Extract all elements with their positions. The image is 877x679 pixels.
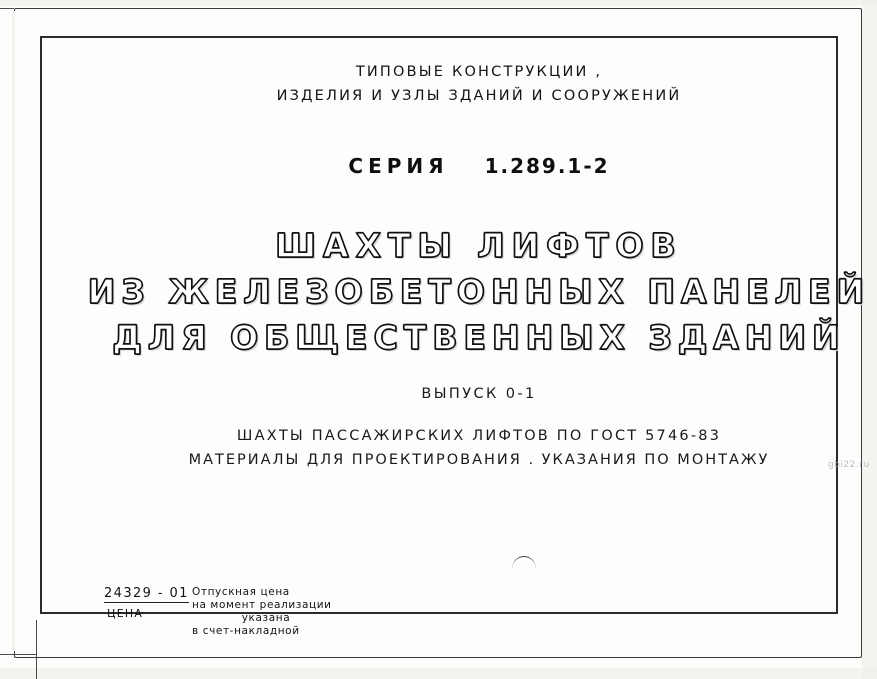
scan-edge-bottom	[0, 668, 877, 679]
series-line	[82, 154, 876, 178]
price-code: 24329 - 01	[104, 586, 189, 601]
issue-label: ВЫПУСК 0-1	[421, 386, 537, 402]
price-note-line-2: на момент реализации	[192, 599, 332, 611]
price-block	[104, 586, 424, 650]
price-note	[192, 586, 402, 638]
document-title-line-2: ИЗ ЖЕЛЕЗОБЕТОННЫХ ПАНЕЛЕЙ	[87, 272, 871, 311]
series-word: СЕРИЯ	[348, 154, 449, 178]
binding-tick-top	[0, 8, 14, 9]
document-title-line-3: ДЛЯ ОБЩЕСТВЕННЫХ ЗДАНИЙ	[112, 318, 846, 357]
series-number: 1.289.1-2	[484, 154, 610, 178]
price-note-line-1: Отпускная цена	[192, 586, 290, 598]
scan-edge-top	[0, 0, 877, 6]
price-note-line-3: указана	[241, 612, 291, 624]
price-note-line-4: в счет-накладной	[192, 625, 300, 637]
arc-mark	[512, 556, 536, 569]
description-line-2: МАТЕРИАЛЫ ДЛЯ ПРОЕКТИРОВАНИЯ . УКАЗАНИЯ ПО МОНТАЖУ	[188, 452, 770, 468]
subtitle-line-1: ТИПОВЫЕ КОНСТРУКЦИИ ,	[355, 64, 603, 80]
document-title-line-1: ШАХТЫ ЛИФТОВ	[275, 226, 683, 265]
subtitle-line-2: ИЗДЕЛИЯ И УЗЛЫ ЗДАНИЙ И СООРУЖЕНИЙ	[276, 88, 682, 104]
price-label: ЦЕНА	[107, 607, 144, 620]
description-line-1: ШАХТЫ ПАССАЖИРСКИХ ЛИФТОВ ПО ГОСТ 5746-83	[236, 428, 722, 444]
watermark: gbi22.ru	[828, 460, 870, 470]
